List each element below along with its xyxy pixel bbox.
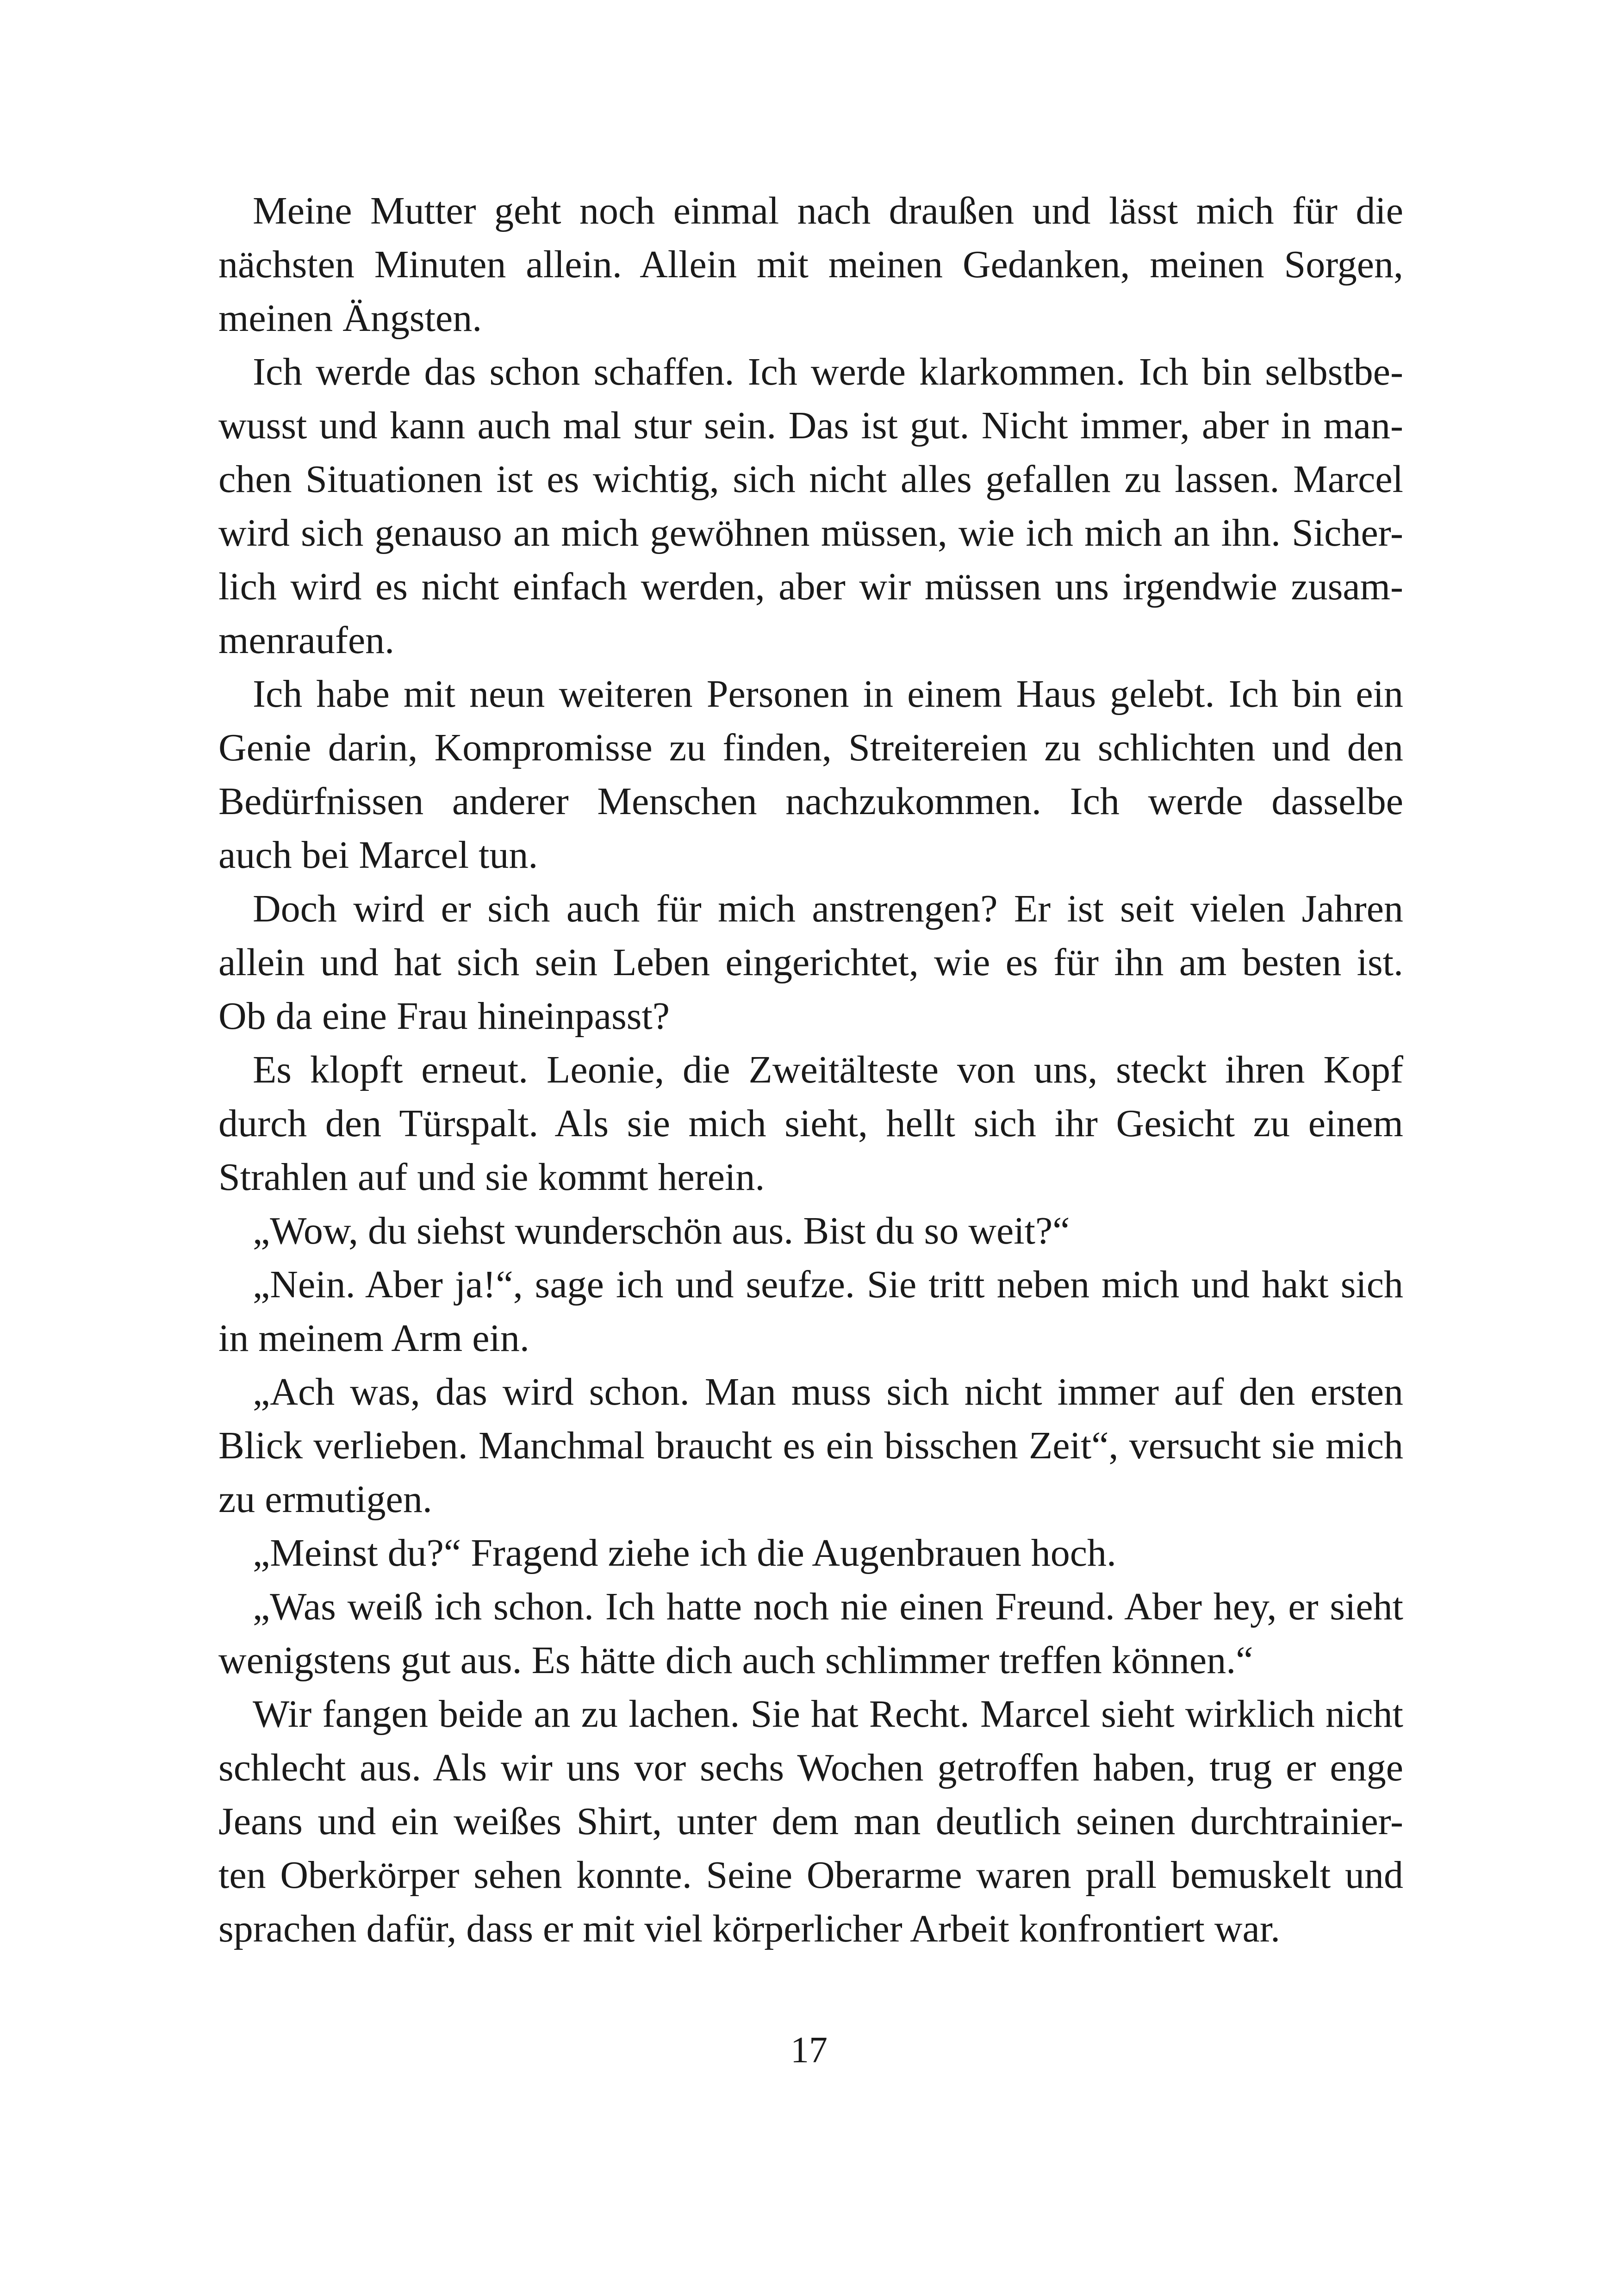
text-line: wusst und kann auch mal stur sein. Das ist gut. Nicht immer, aber in man- (218, 404, 1403, 447)
text-line: meinen Ängsten. (218, 297, 482, 340)
text-line: Jeans und ein weißes Shirt, unter dem man deutlich seinen durchtrainier- (218, 1800, 1403, 1843)
text-line: Ich werde das schon schaffen. Ich werde klarkommen. Ich bin selbstbe- (253, 350, 1403, 393)
text-line: Bedürfnissen anderer Menschen nachzukommen. Ich werde dasselbe (218, 780, 1403, 823)
text-line: lich wird es nicht einfach werden, aber wir müssen uns irgendwie zusam- (218, 565, 1403, 608)
text-line: Wir fangen beide an zu lachen. Sie hat Recht. Marcel sieht wirklich nicht (253, 1692, 1403, 1736)
text-line: Ich habe mit neun weiteren Personen in einem Haus gelebt. Ich bin ein (253, 672, 1403, 716)
text-line: sprachen dafür, dass er mit viel körperlicher Arbeit konfrontiert war. (218, 1907, 1281, 1950)
text-line: zu ermutigen. (218, 1478, 432, 1521)
text-line: Meine Mutter geht noch einmal nach draußen und lässt mich für die (253, 189, 1403, 232)
text-line: wird sich genauso an mich gewöhnen müssen, wie ich mich an ihn. Sicher- (218, 511, 1403, 554)
text-line: allein und hat sich sein Leben eingerichtet, wie es für ihn am besten ist. (218, 941, 1403, 984)
text-line: „Meinst du?“ Fragend ziehe ich die Augenbrauen hoch. (253, 1531, 1117, 1574)
text-line: „Was weiß ich schon. Ich hatte noch nie einen Freund. Aber hey, er sieht (253, 1585, 1403, 1628)
text-line: „Ach was, das wird schon. Man muss sich nicht immer auf den ersten (253, 1370, 1403, 1413)
text-line: Genie darin, Kompromisse zu finden, Streitereien zu schlichten und den (218, 726, 1403, 769)
text-line: Blick verlieben. Manchmal braucht es ein bisschen Zeit“, versucht sie mich (218, 1424, 1403, 1467)
text-line: wenigstens gut aus. Es hätte dich auch schlimmer treffen können.“ (218, 1639, 1253, 1682)
text-line: schlecht aus. Als wir uns vor sechs Wochen getroffen haben, trug er enge (218, 1746, 1403, 1789)
text-line: ten Oberkörper sehen konnte. Seine Oberarme waren prall bemuskelt und (218, 1854, 1403, 1897)
page-number: 17 (790, 2030, 828, 2071)
text-line: in meinem Arm ein. (218, 1317, 529, 1360)
text-line: Doch wird er sich auch für mich anstrengen? Er ist seit vielen Jahren (253, 887, 1403, 930)
text-line: Strahlen auf und sie kommt herein. (218, 1156, 765, 1199)
text-line: Ob da eine Frau hineinpasst? (218, 995, 670, 1038)
text-line: chen Situationen ist es wichtig, sich nicht alles gefallen zu lassen. Marcel (218, 458, 1403, 501)
text-line: nächsten Minuten allein. Allein mit meinen Gedanken, meinen Sorgen, (218, 243, 1403, 286)
text-line: Es klopft erneut. Leonie, die Zweitälteste von uns, steckt ihren Kopf (253, 1048, 1403, 1091)
body-text (218, 184, 1403, 1956)
text-line: menraufen. (218, 619, 395, 662)
text-line: „Wow, du siehst wunderschön aus. Bist du so weit?“ (253, 1209, 1070, 1252)
text-line: auch bei Marcel tun. (218, 834, 538, 877)
text-line: „Nein. Aber ja!“, sage ich und seufze. Sie tritt neben mich und hakt sich (253, 1263, 1403, 1306)
text-line: durch den Türspalt. Als sie mich sieht, hellt sich ihr Gesicht zu einem (218, 1102, 1403, 1145)
